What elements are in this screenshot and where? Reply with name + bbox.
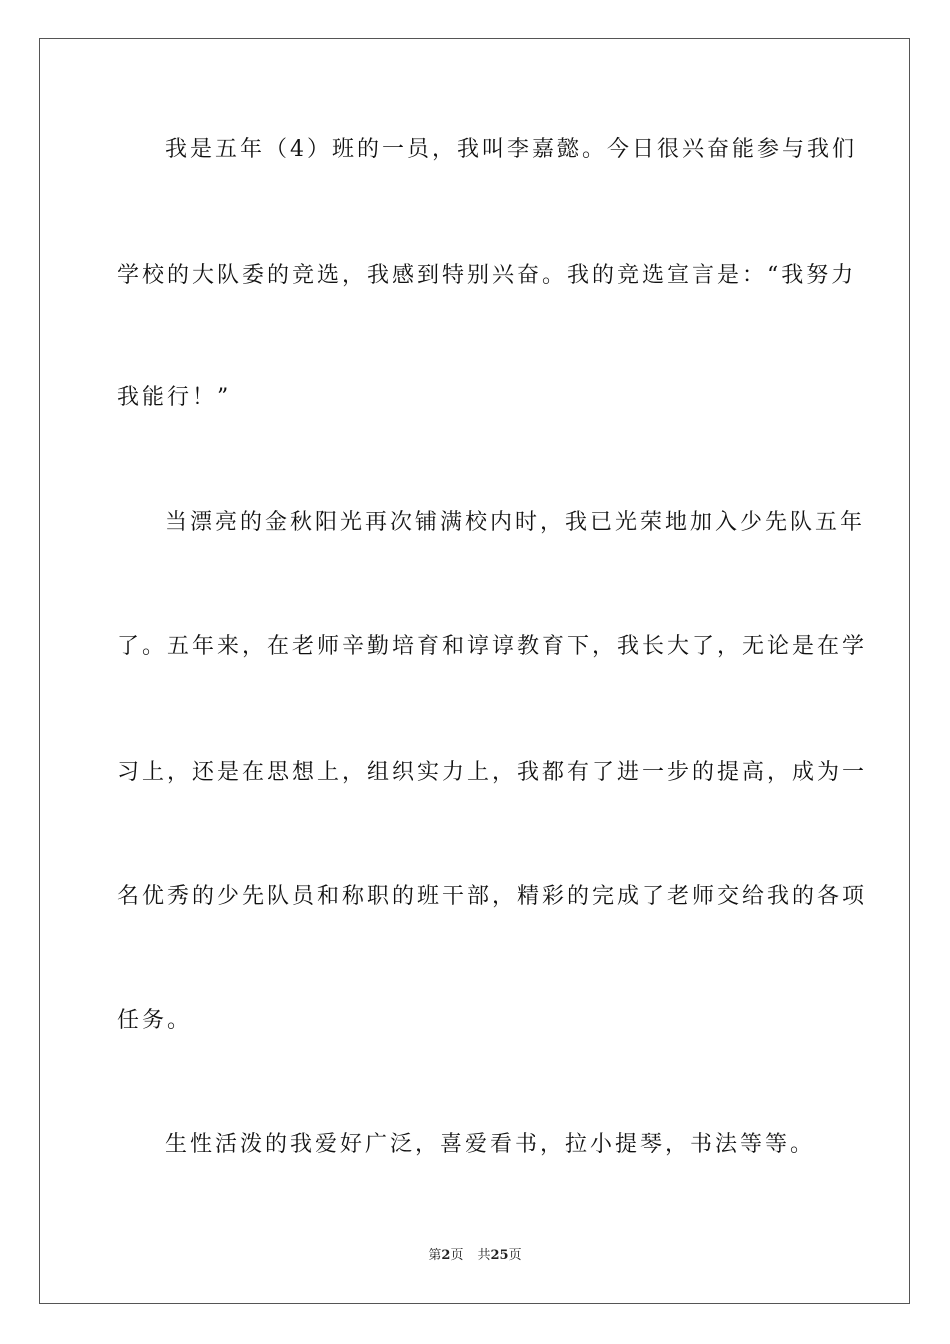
- page-frame: [39, 38, 910, 1304]
- paragraph-1-line-2: 学校的大队委的竞选，我感到特别兴奋。我的竞选宣言是：“我努力: [117, 263, 857, 288]
- total-pages: 25: [490, 1248, 509, 1263]
- paragraph-2-line-3: 习上，还是在思想上，组织实力上，我都有了进一步的提高，成为一: [117, 760, 868, 785]
- paragraph-2-line-5: 任务。: [117, 1008, 193, 1033]
- total-prefix: 共: [477, 1248, 491, 1263]
- paragraph-3-line-1: 生性活泼的我爱好广泛，喜爱看书，拉小提琴，书法等等。: [165, 1132, 816, 1157]
- page-footer: [0, 1247, 950, 1265]
- paragraph-1-line-1: 我是五年（4）班的一员，我叫李嘉懿。今日很兴奋能参与我们: [165, 137, 857, 162]
- paragraph-2-line-1: 当漂亮的金秋阳光再次铺满校内时，我已光荣地加入少先队五年: [165, 510, 866, 535]
- paragraph-2-line-2: 了。五年来，在老师辛勤培育和谆谆教育下，我长大了，无论是在学: [117, 634, 868, 659]
- total-suffix: 页: [508, 1248, 522, 1263]
- page-prefix: 第: [428, 1248, 442, 1263]
- page-number: 2: [441, 1248, 451, 1263]
- paragraph-2-line-4: 名优秀的少先队员和称职的班干部，精彩的完成了老师交给我的各项: [117, 884, 868, 909]
- page-suffix: 页: [450, 1248, 464, 1263]
- paragraph-1-line-3: 我能行！”: [117, 385, 232, 410]
